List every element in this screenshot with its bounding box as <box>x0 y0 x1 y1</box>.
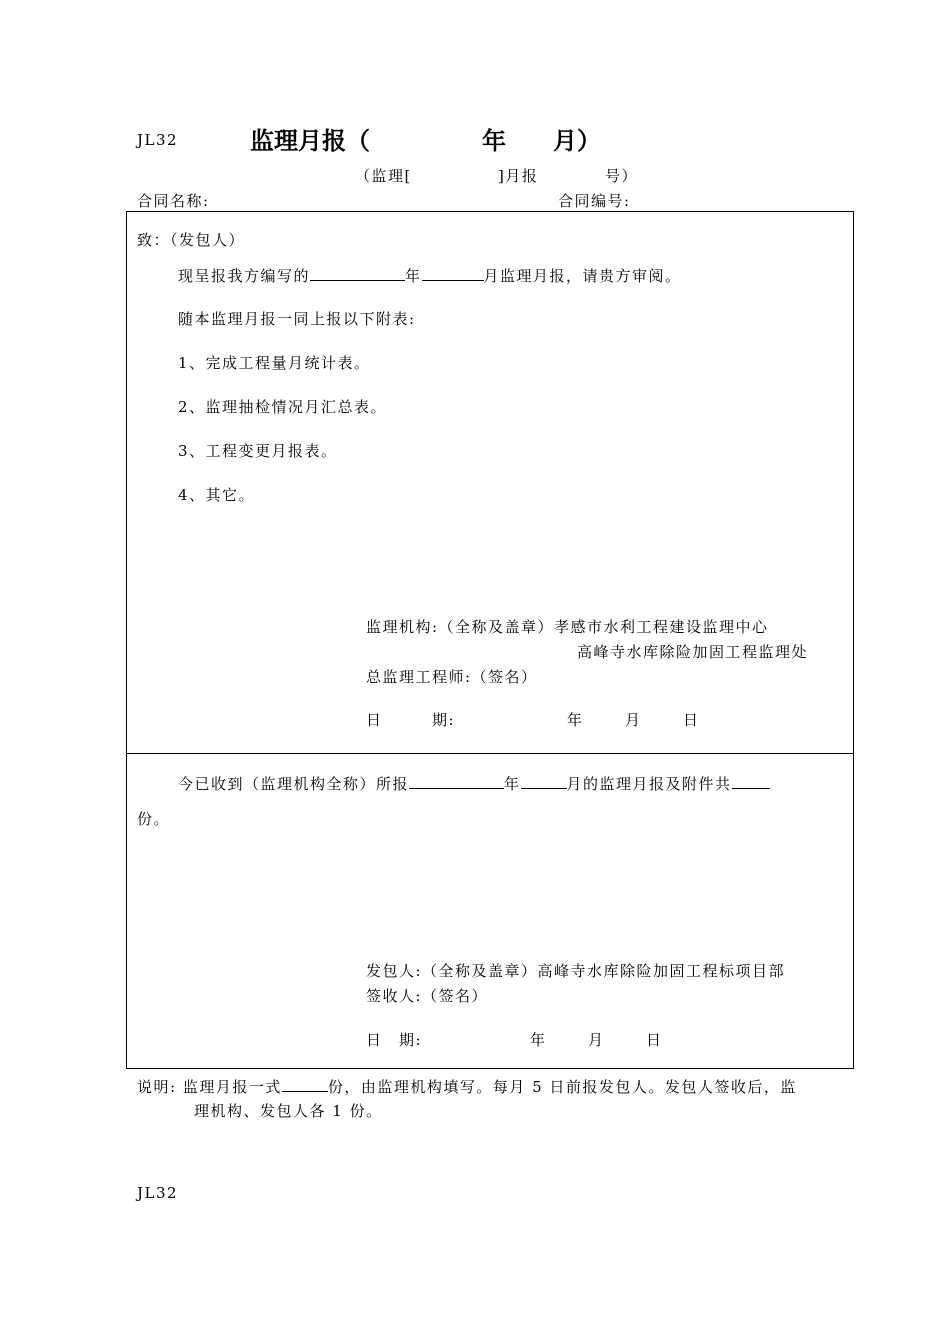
submission-year-label: 年 <box>405 267 422 285</box>
date-label: 日 期: <box>366 711 456 729</box>
note-text-b: 份，由监理机构填写。每月 5 日前报发包人。发包人签收后，监 <box>327 1078 797 1096</box>
receipt-copies-suffix: 份。 <box>137 810 171 828</box>
title-year: 年 <box>482 127 506 155</box>
attachment-item: 2、监理抽检情况月汇总表。 <box>178 398 388 416</box>
month-blank[interactable] <box>422 264 484 281</box>
receipt-section <box>126 753 854 1069</box>
attachment-item: 4、其它。 <box>178 486 256 504</box>
note-line2: 理机构、发包人各 1 份。 <box>194 1102 383 1120</box>
receipt-date-day: 日 <box>646 1031 663 1049</box>
note-copies-blank[interactable] <box>282 1075 328 1092</box>
receipt-month-blank[interactable] <box>521 772 567 789</box>
title-month: 月） <box>553 127 601 155</box>
note-text-a: 说明: 监理月报一式 <box>137 1078 282 1096</box>
copies-blank[interactable] <box>732 772 770 789</box>
form-code: JL32 <box>137 131 179 149</box>
report-number-close: 号） <box>605 167 639 185</box>
report-number-open: （监理[ <box>355 167 412 185</box>
date-month: 月 <box>625 711 642 729</box>
chief-engineer-signature: 总监理工程师:（签名） <box>366 668 538 686</box>
receipt-text-a: 今已收到（监理机构全称）所报 <box>178 775 410 793</box>
date-year: 年 <box>567 711 584 729</box>
submission-text-a: 现呈报我方编写的 <box>178 267 311 285</box>
submission-line <box>178 264 682 286</box>
year-blank[interactable] <box>310 264 405 281</box>
attachment-item: 1、完成工程量月统计表。 <box>178 354 371 372</box>
receipt-year-label: 年 <box>504 775 521 793</box>
report-number-mid: ]月报 <box>498 167 539 185</box>
receipt-date-label: 日 期: <box>366 1031 423 1049</box>
receipt-line <box>178 772 770 794</box>
receipt-date-month: 月 <box>588 1031 605 1049</box>
receipt-year-blank[interactable] <box>409 772 504 789</box>
to-recipient: 致：（发包人） <box>137 231 246 249</box>
contract-name-label: 合同名称: <box>137 192 210 210</box>
note-line <box>137 1075 797 1097</box>
receipt-date-year: 年 <box>530 1031 547 1049</box>
receipt-text-c: 月的监理月报及附件共 <box>566 775 732 793</box>
submission-text-c: 月监理月报，请贵方审阅。 <box>483 267 682 285</box>
form-title: 监理月报（ <box>250 127 370 155</box>
date-day: 日 <box>683 711 700 729</box>
footer-code: JL32 <box>137 1184 179 1202</box>
attachments-intro: 随本监理月报一同上报以下附表: <box>178 310 416 328</box>
attachment-item: 3、工程变更月报表。 <box>178 442 338 460</box>
supervision-org-line: 监理机构:（全称及盖章）孝感市水利工程建设监理中心 <box>366 618 769 636</box>
supervision-org-line2: 高峰寺水库除险加固工程监理处 <box>577 643 809 661</box>
contract-number-label: 合同编号: <box>558 192 631 210</box>
signer-line: 签收人:（签名） <box>366 987 489 1005</box>
client-org-line: 发包人:（全称及盖章）高峰寺水库除险加固工程标项目部 <box>366 962 786 980</box>
